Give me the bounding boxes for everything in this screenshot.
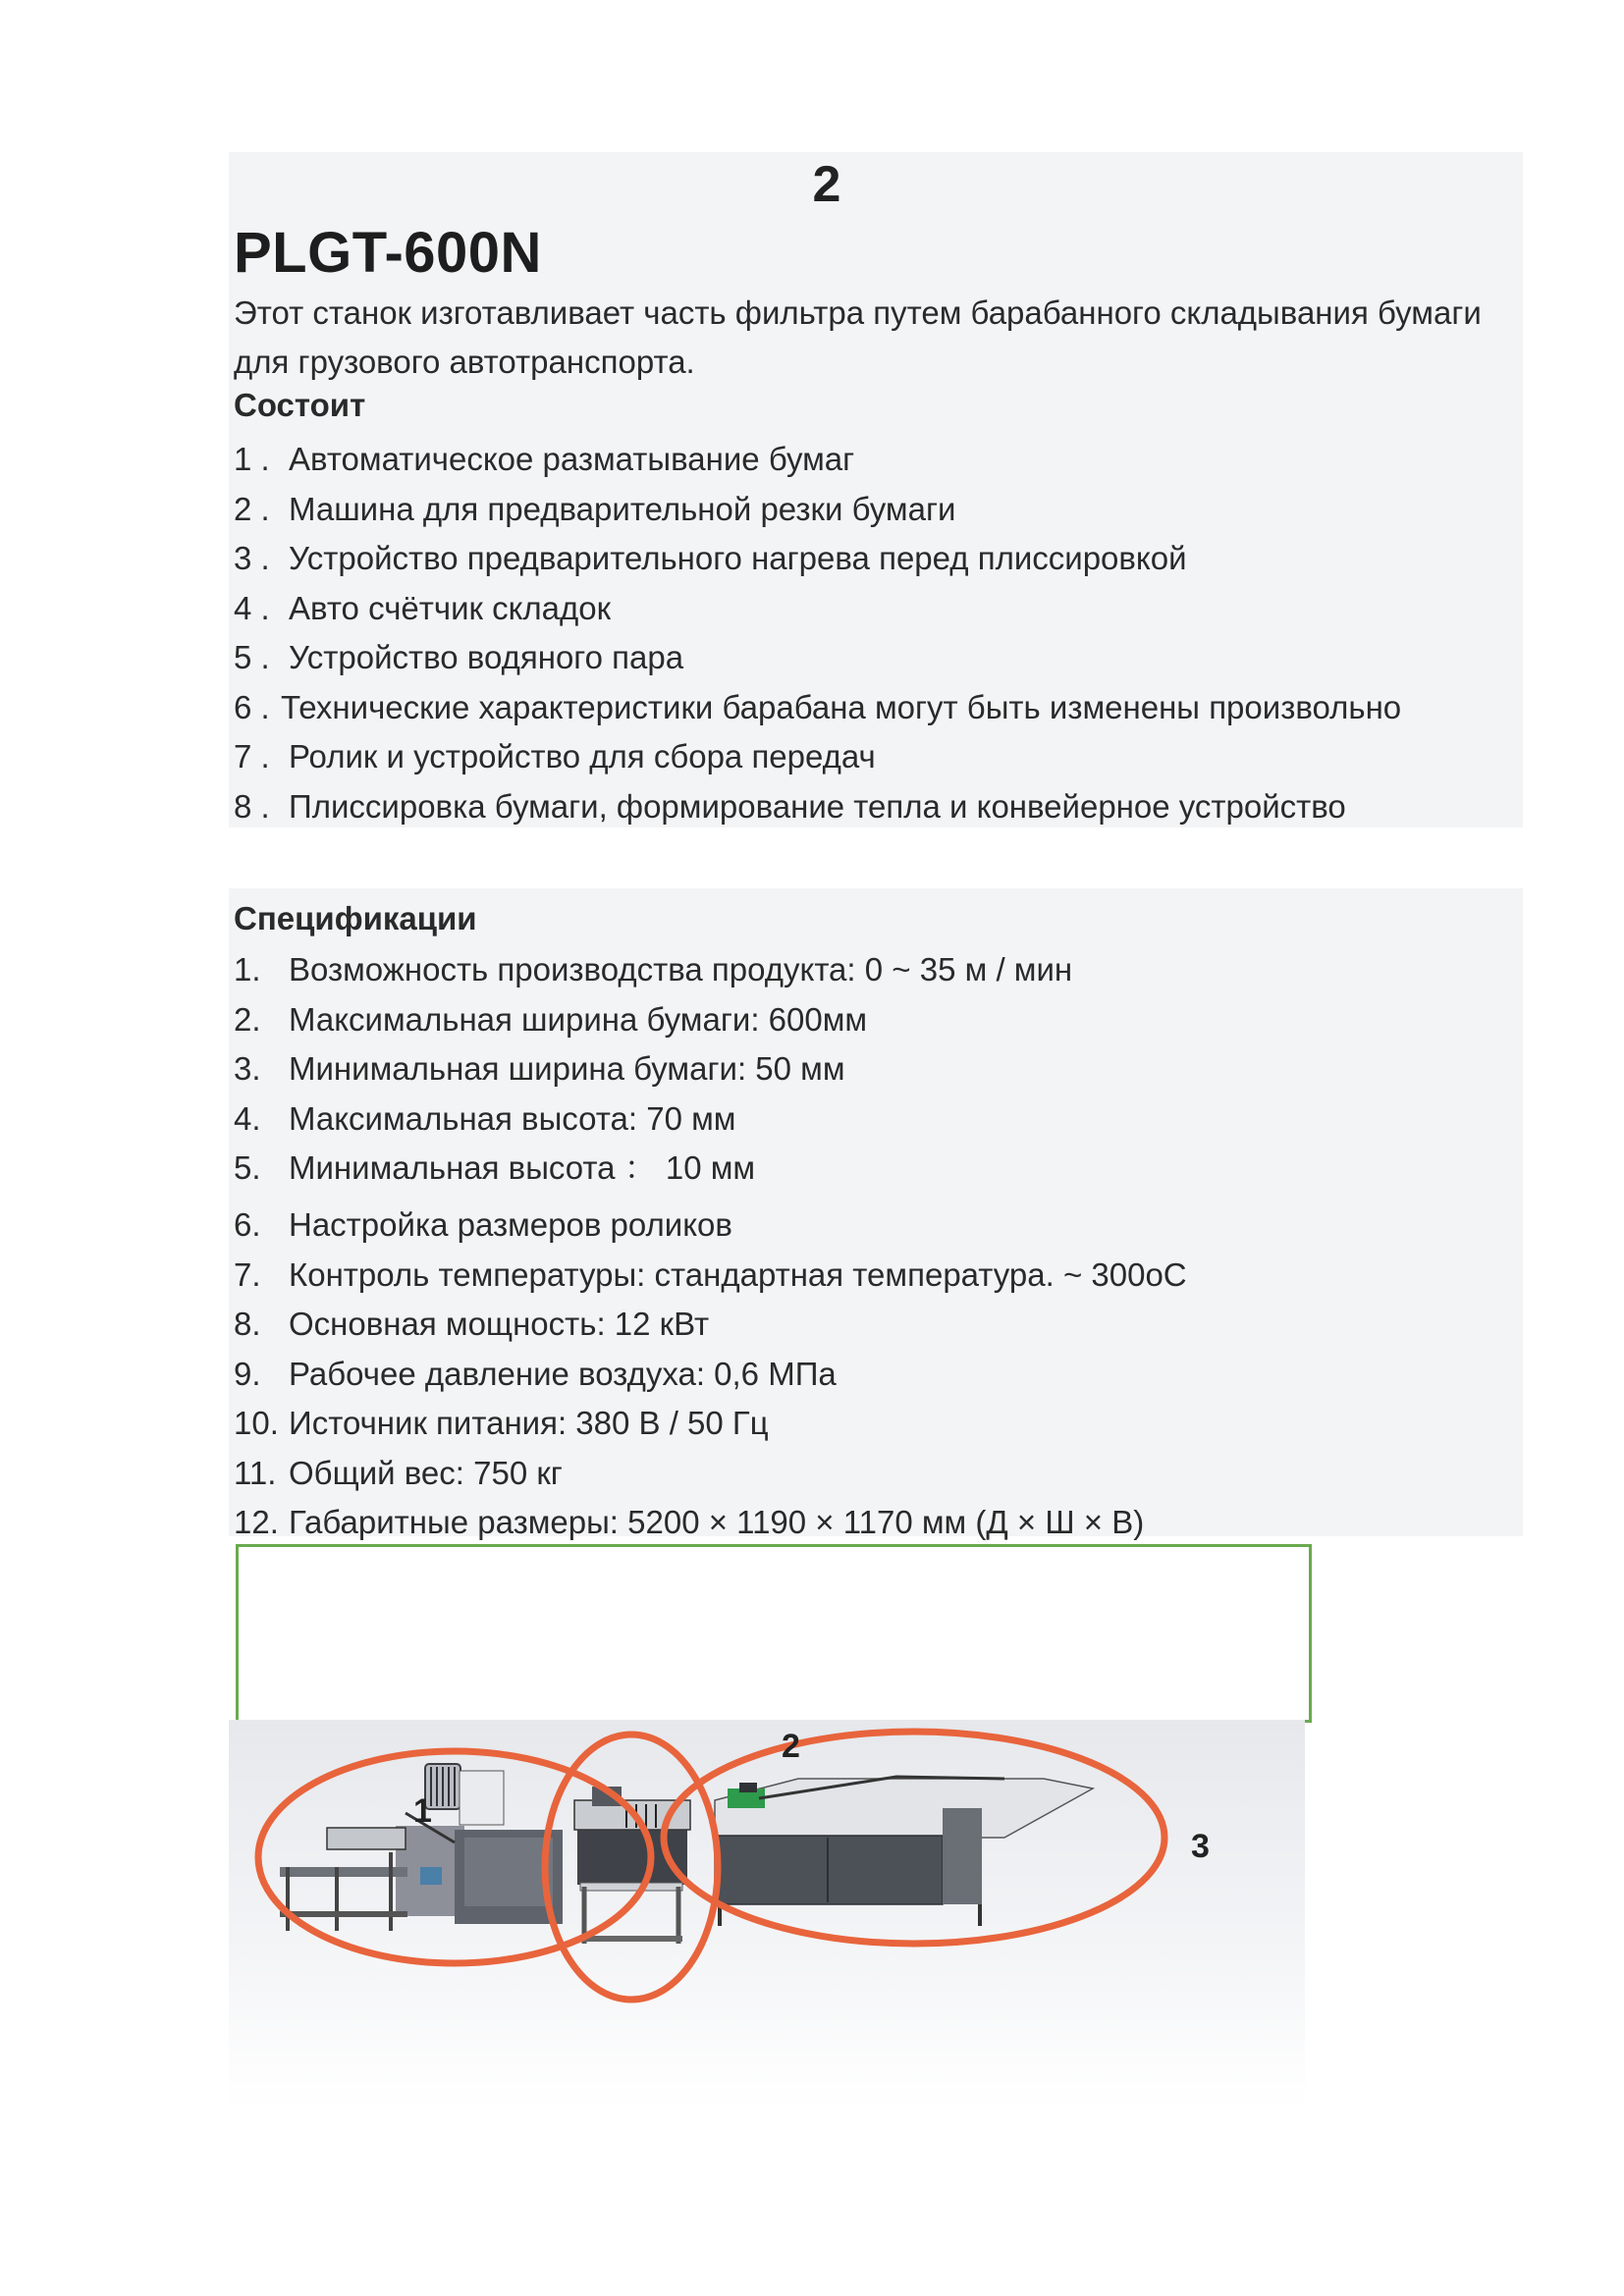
list-item: 2. Максимальная ширина бумаги: 600мм [234, 1000, 868, 1038]
list-item: 3. Минимальная ширина бумаги: 50 мм [234, 1050, 845, 1087]
list-item: 7 . Ролик и устройство для сбора передач [234, 738, 876, 774]
list-item: 11. Общий вес: 750 кг [234, 1454, 563, 1491]
page-number: 2 [812, 156, 841, 213]
list-item: 5. Минимальная высота ： 10 мм [234, 1149, 756, 1186]
diagram-label-3: 3 [1191, 1828, 1210, 1865]
components-list [234, 435, 1401, 831]
list-item: 7. Контроль температуры: стандартная температура. ~ 300oC [234, 1255, 1187, 1293]
model-title: PLGT-600N [234, 221, 542, 285]
list-item: 3 . Устройство предварительного нагрева перед плиссировкой [234, 540, 1187, 576]
list-item: 12. Габаритные размеры: 5200 × 1190 × 1170 мм (Д × Ш × В) [234, 1504, 1145, 1540]
specs-list [234, 945, 1187, 1548]
diagram-label-2: 2 [782, 1728, 800, 1765]
list-item: 5 . Устройство водяного пара [234, 639, 684, 675]
intro-text: Этот станок изготавливает часть фильтра путем барабанного складывания бумаги для грузового автотранспорта. [234, 294, 1482, 380]
list-item: 9. Рабочее давление воздуха: 0,6 МПа [234, 1355, 837, 1392]
list-item: 6 . Технические характеристики барабана могут быть изменены произвольно [234, 688, 1402, 725]
components-title: Состоит [234, 387, 366, 423]
diagram-label-1: 1 [413, 1792, 432, 1830]
list-item: 1 . Автоматическое разматывание бумаг [234, 441, 855, 477]
list-item: 4 . Авто счётчик складок [234, 589, 612, 626]
machine-diagram [229, 1720, 1305, 2109]
list-item: 6. Настройка размеров роликов [234, 1206, 732, 1243]
list-item: 8 . Плиссировка бумаги, формирование тепла и конвейерное устройство [234, 787, 1346, 825]
list-item: 4. Максимальная высота: 70 мм [234, 1099, 736, 1137]
list-item: 1. Возможность производства продукта: 0 ~ 35 м / мин [234, 951, 1073, 988]
empty-caption-box [236, 1544, 1312, 1723]
list-item: 8. Основная мощность: 12 кВт [234, 1306, 710, 1342]
specs-title: Спецификации [234, 900, 477, 936]
list-item: 2 . Машина для предварительной резки бумаги [234, 490, 956, 527]
list-item: 10. Источник питания: 380 В / 50 Гц [234, 1405, 769, 1441]
